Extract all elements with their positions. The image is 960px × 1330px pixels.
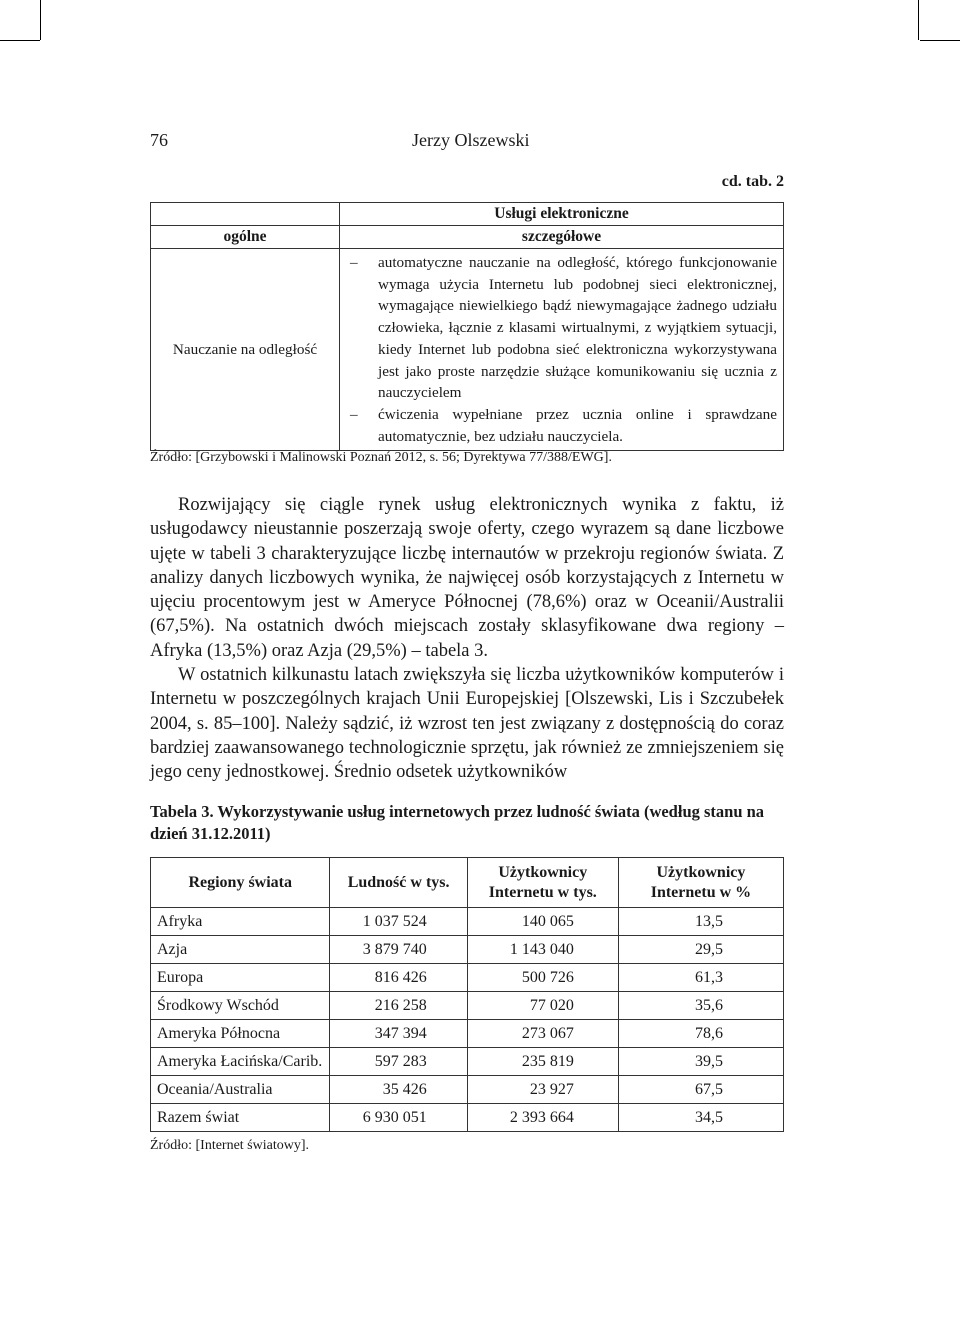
category-cell: Nauczanie na odległość <box>151 249 340 451</box>
crop-mark <box>918 0 919 40</box>
table-header-general: ogólne <box>151 226 340 249</box>
table-row <box>151 1104 784 1132</box>
population-cell: 216 258 <box>330 992 467 1020</box>
population-cell: 3 879 740 <box>330 936 467 964</box>
table-row <box>151 964 784 992</box>
list-item-text: ćwiczenia wypełniane przez ucznia online i sprawdzane automatycznie, bez udziału nauczyciela. <box>378 405 777 445</box>
region-cell: Europa <box>151 964 330 992</box>
users-cell: 235 819 <box>467 1048 618 1076</box>
table-header-main: Usługi elektroniczne <box>340 203 784 226</box>
description-cell <box>340 249 784 451</box>
population-cell: 6 930 051 <box>330 1104 467 1132</box>
table-continuation-label: cd. tab. 2 <box>721 173 784 190</box>
table3-source: Źródło: [Internet światowy]. <box>150 1138 310 1153</box>
users-cell: 273 067 <box>467 1020 618 1048</box>
header-region: Regiony świata <box>151 858 330 908</box>
header-users-pct: Użytkownicy Internetu w % <box>618 858 783 908</box>
body-text <box>150 493 784 785</box>
users-pct-cell: 29,5 <box>618 936 783 964</box>
list-item-text: automatyczne nauczanie na odległość, którego funkcjonowanie wymaga użycia Internetu lub podobnej sieci elektronicznej, wymagające niewielkiego bądź niewymagające żadnego udziału człowieka, łącznie z klasami wirtualnymi, z wyjątkiem sytuacji, kiedy Internet lub podobna sieć elektroniczna wykorzystywana jest jako proste narzędzie służące komunikowaniu się ucznia z nauczycielem <box>378 254 777 402</box>
table-row <box>151 1020 784 1048</box>
crop-mark <box>920 40 960 41</box>
table3-caption: Tabela 3. Wykorzystywanie usług internetowych przez ludność świata (według stanu na dzień 31.12.2011) <box>150 802 765 843</box>
region-cell: Środkowy Wschód <box>151 992 330 1020</box>
table-row <box>151 1076 784 1104</box>
paragraph: Rozwijający się ciągle rynek usług elektronicznych wynika z faktu, iż usługodawcy nieustannie poszerzają swoje oferty, czego wyrazem są dane liczbowe ujęte w tabeli 3 charakteryzujące liczbę internautów w przekroju regionów świata. Z analizy danych liczbowych wynika, że najwięcej osób korzystających z Internetu w ujęciu procentowym jest w Ameryce Północnej (78,6%) oraz w Oceanii/Australii (67,5%). Na ostatnich dwóch miejscach zostały sklasyfikowane dwa regiony – Afryka (13,5%) oraz Azja (29,5%) – tabela 3. <box>150 495 784 661</box>
region-cell: Ameryka Łacińska/Carib. <box>151 1048 330 1076</box>
header-population: Ludność w tys. <box>330 858 467 908</box>
running-header-author: Jerzy Olszewski <box>412 130 530 150</box>
users-cell: 500 726 <box>467 964 618 992</box>
services-table <box>150 202 784 451</box>
users-cell: 140 065 <box>467 908 618 936</box>
population-cell: 347 394 <box>330 1020 467 1048</box>
internet-users-table <box>150 857 784 1132</box>
users-pct-cell: 39,5 <box>618 1048 783 1076</box>
table-header-detailed: szczegółowe <box>340 226 784 249</box>
users-cell: 1 143 040 <box>467 936 618 964</box>
page-number: 76 <box>150 130 168 150</box>
paragraph: W ostatnich kilkunastu latach zwiększyła się liczba użytkowników komputerów i Internetu w poszczególnych krajach Unii Europejskiej [Olszewski, Lis i Szczubełek 2004, s. 85–100]. Należy sądzić, iż wzrost ten jest związany z dostępnością do coraz bardziej zaawansowanego technologicznie sprzętu, jak również ze zmniejszeniem się jego ceny jednostkowej. Średnio odsetek użytkowników <box>150 665 784 783</box>
dash-bullet: – <box>350 254 358 271</box>
users-pct-cell: 35,6 <box>618 992 783 1020</box>
list-item <box>350 404 777 447</box>
population-cell: 35 426 <box>330 1076 467 1104</box>
region-cell: Azja <box>151 936 330 964</box>
table-row <box>151 908 784 936</box>
region-cell: Afryka <box>151 908 330 936</box>
dash-bullet: – <box>350 405 358 423</box>
users-cell: 23 927 <box>467 1076 618 1104</box>
users-pct-cell: 78,6 <box>618 1020 783 1048</box>
list-item <box>350 252 777 404</box>
region-cell: Oceania/Australia <box>151 1076 330 1104</box>
table-row <box>151 936 784 964</box>
table-row <box>151 1048 784 1076</box>
population-cell: 816 426 <box>330 964 467 992</box>
crop-mark <box>40 0 41 40</box>
table-row <box>151 992 784 1020</box>
region-cell: Razem świat <box>151 1104 330 1132</box>
table2-source: Źródło: [Grzybowski i Malinowski Poznań 2012, s. 56; Dyrektywa 77/388/EWG]. <box>150 450 612 465</box>
users-pct-cell: 34,5 <box>618 1104 783 1132</box>
users-cell: 77 020 <box>467 992 618 1020</box>
region-cell: Ameryka Północna <box>151 1020 330 1048</box>
users-pct-cell: 61,3 <box>618 964 783 992</box>
population-cell: 1 037 524 <box>330 908 467 936</box>
crop-mark <box>0 40 40 41</box>
users-pct-cell: 67,5 <box>618 1076 783 1104</box>
users-cell: 2 393 664 <box>467 1104 618 1132</box>
population-cell: 597 283 <box>330 1048 467 1076</box>
users-pct-cell: 13,5 <box>618 908 783 936</box>
header-users: Użytkownicy Internetu w tys. <box>467 858 618 908</box>
